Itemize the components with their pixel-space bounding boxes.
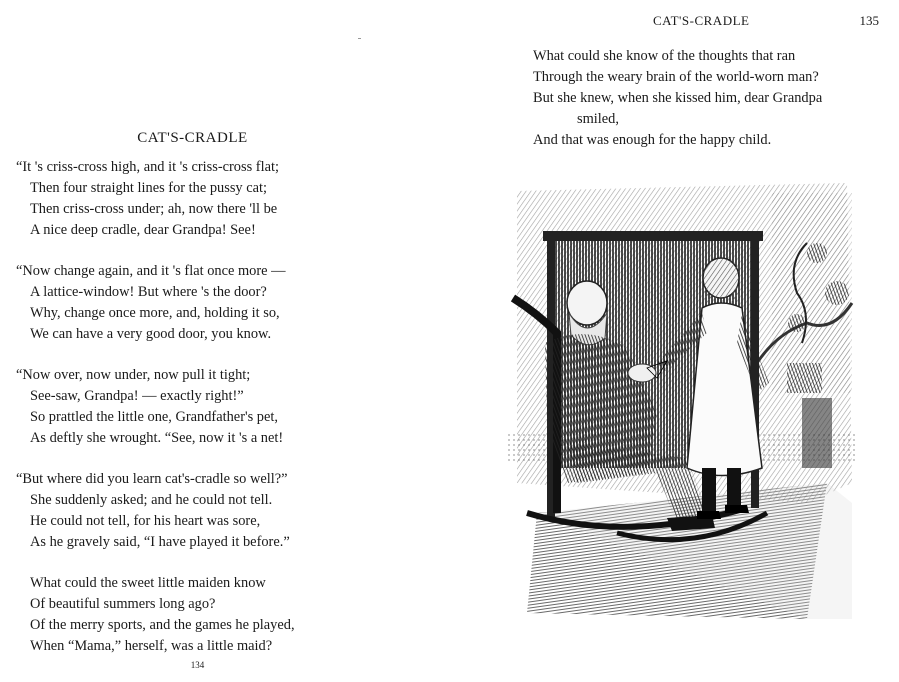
poem-line: He could not tell, for his heart was sore, bbox=[30, 513, 261, 529]
poem-line: smiled, bbox=[577, 111, 619, 127]
page-number-right: 135 bbox=[859, 13, 879, 28]
stanza-3 bbox=[16, 365, 396, 449]
poem-title: CAT'S-CRADLE bbox=[137, 130, 248, 146]
page-speck bbox=[358, 38, 361, 39]
page-number-left: 134 bbox=[190, 660, 205, 670]
poem-line: Of beautiful summers long ago? bbox=[30, 596, 216, 612]
right-page bbox=[449, 0, 899, 682]
poem-line: When “Mama,” herself, was a little maid? bbox=[30, 638, 273, 654]
stanza-5 bbox=[16, 573, 396, 657]
poem-line: So prattled the little one, Grandfather's pet, bbox=[30, 409, 278, 425]
poem-line: As he gravely said, “I have played it before.” bbox=[30, 534, 290, 550]
poem-line: “Now over, now under, now pull it tight; bbox=[16, 367, 251, 383]
poem-line: What could she know of the thoughts that ran bbox=[533, 48, 796, 64]
poem-line: See-saw, Grandpa! — exactly right!” bbox=[30, 388, 244, 404]
poem-line: “Now change again, and it 's flat once more — bbox=[16, 263, 286, 279]
poem-line: She suddenly asked; and he could not tell. bbox=[30, 492, 273, 508]
stanza-1 bbox=[16, 157, 396, 241]
stanza-2 bbox=[16, 261, 396, 345]
running-title: CAT'S-CRADLE bbox=[653, 13, 750, 28]
poem-line: We can have a very good door, you know. bbox=[30, 326, 272, 342]
closing-stanza bbox=[533, 46, 893, 151]
running-head bbox=[449, 13, 879, 29]
poem-line: A nice deep cradle, dear Grandpa! See! bbox=[30, 222, 256, 238]
poem-line: Through the weary brain of the world-worn man? bbox=[533, 69, 819, 85]
poem-line: Why, change once more, and, holding it so, bbox=[30, 305, 280, 321]
poem-line: Then criss-cross under; ah, now there 'll be bbox=[30, 201, 278, 217]
poem-line: A lattice-window! But where 's the door? bbox=[30, 284, 267, 300]
poem-line: What could the sweet little maiden know bbox=[30, 575, 266, 591]
engraving-illustration-icon bbox=[507, 183, 857, 619]
poem-line: But she knew, when she kissed him, dear Grandpa bbox=[533, 90, 823, 106]
poem-line: Then four straight lines for the pussy cat; bbox=[30, 180, 267, 196]
poem-line: As deftly she wrought. “See, now it 's a net! bbox=[30, 430, 284, 446]
stanza-4 bbox=[16, 469, 396, 553]
poem-line: “But where did you learn cat's-cradle so well?” bbox=[16, 471, 288, 487]
left-page bbox=[0, 0, 449, 682]
poem-line: And that was enough for the happy child. bbox=[533, 132, 772, 148]
poem-stanzas bbox=[16, 157, 396, 677]
poem-line: Of the merry sports, and the games he played, bbox=[30, 617, 295, 633]
poem-line: “It 's criss-cross high, and it 's criss-cross flat; bbox=[16, 159, 279, 175]
